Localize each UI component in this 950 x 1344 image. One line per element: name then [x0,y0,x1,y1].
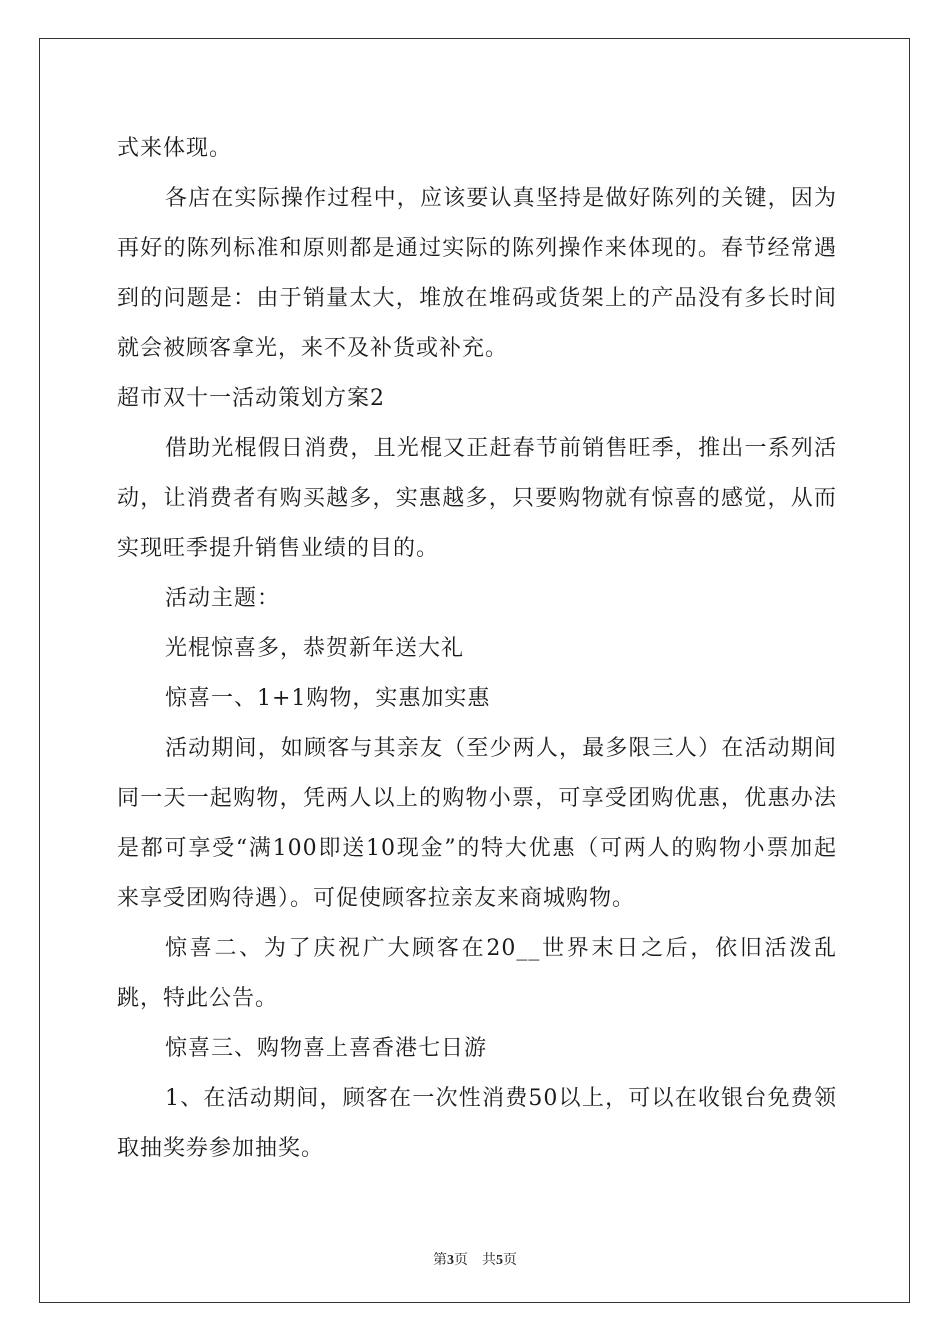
footer-mid: 页 共 [454,1253,496,1268]
footer-suffix: 页 [503,1253,517,1268]
document-body [117,124,837,1174]
paragraph: 式来体现。 [117,136,233,161]
section-heading: 超市双十一活动策划方案2 [117,386,385,411]
paragraph: 活动期间，如顾客与其亲友（至少两人，最多限三人）在活动期间同一天一起购物，凭两人以上的购物小票，可享受团购优惠，优惠办法是都可享受“满100即送10现金”的特大优惠（可两人的购物小票加起来享受团购待遇）。可促使顾客拉亲友来商城购物。 [117,736,837,911]
paragraph: 1、在活动期间，顾客在一次性消费50以上，可以在收银台免费领取抽奖券参加抽奖。 [117,1086,837,1161]
paragraph: 光棍惊喜多，恭贺新年送大礼 [165,636,465,661]
paragraph: 惊喜二、为了庆祝广大顾客在20__世界末日之后，依旧活泼乱跳，特此公告。 [117,936,837,1011]
current-page-number: 3 [447,1253,454,1268]
footer-prefix: 第 [433,1253,447,1268]
paragraph: 各店在实际操作过程中，应该要认真坚持是做好陈列的关键，因为再好的陈列标准和原则都是通过实际的陈列操作来体现的。春节经常遇到的问题是：由于销量太大，堆放在堆码或货架上的产品没有多长时间就会被顾客拿光，来不及补货或补充。 [117,186,837,361]
total-pages-number: 5 [496,1253,503,1268]
page-footer [0,1249,950,1269]
paragraph: 活动主题： [165,586,281,611]
paragraph: 惊喜三、购物喜上喜香港七日游 [165,1036,488,1061]
paragraph: 借助光棍假日消费，且光棍又正赶春节前销售旺季，推出一系列活动，让消费者有购买越多，实惠越多，只要购物就有惊喜的感觉，从而实现旺季提升销售业绩的目的。 [117,436,837,561]
paragraph: 惊喜一、1+1购物，实惠加实惠 [165,686,491,711]
